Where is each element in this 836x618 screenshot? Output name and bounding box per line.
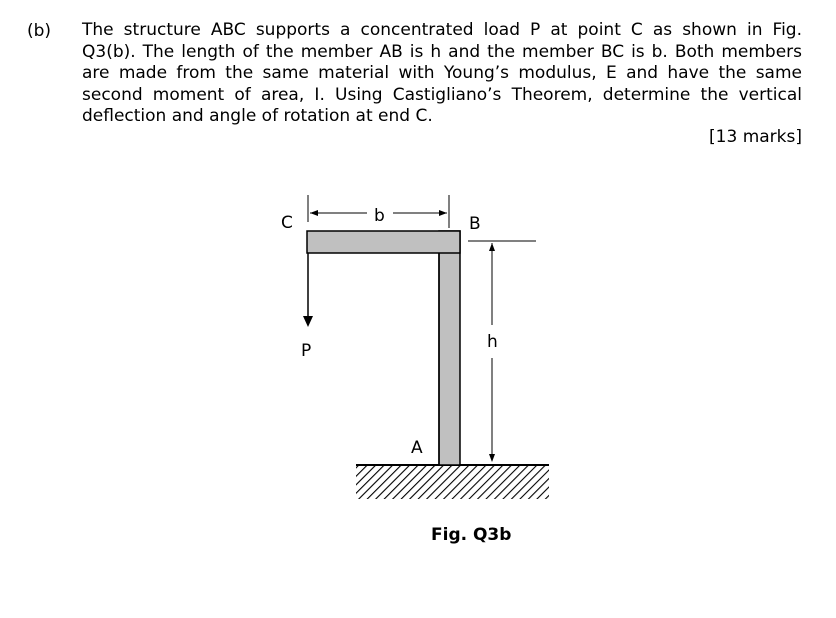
question-line: deflection and angle of rotation at end C.	[82, 106, 433, 126]
marks-label: [13 marks]	[709, 127, 802, 147]
figure-caption: Fig. Q3b	[431, 525, 512, 545]
label-c: C	[281, 213, 293, 233]
label-b: B	[469, 214, 481, 234]
member-bc	[307, 231, 460, 253]
dimension-h-arrow-up	[489, 243, 495, 251]
label-dimension-h: h	[487, 332, 498, 352]
label-a: A	[411, 438, 423, 458]
question-part-label: (b)	[27, 21, 52, 41]
ground-hatching	[356, 466, 549, 499]
label-dimension-b: b	[374, 206, 385, 226]
dimension-h-arrow-down	[489, 454, 495, 462]
label-p: P	[301, 341, 312, 361]
dimension-b-arrow-left	[310, 210, 318, 216]
question-line: are made from the same material with Young’s modulus, E and have the same	[82, 63, 802, 83]
joint-b	[440, 232, 459, 252]
question-line: second moment of area, I. Using Castigliano’s Theorem, determine the vertical	[82, 84, 802, 105]
question-line: Q3(b). The length of the member AB is h and the member BC is b. Both members	[82, 41, 802, 62]
load-arrow-head	[303, 316, 313, 327]
question-line: The structure ABC supports a concentrated load P at point C as shown in Fig.	[82, 20, 802, 40]
dimension-b-arrow-right	[439, 210, 447, 216]
member-ab	[439, 231, 460, 465]
